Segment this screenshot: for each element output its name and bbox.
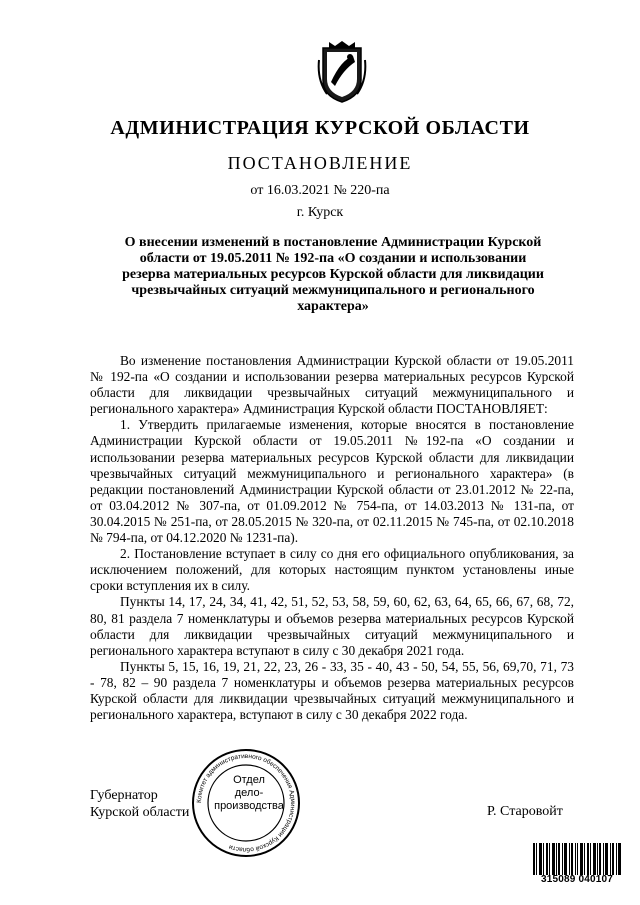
- stamp-line1: Отдел: [233, 774, 265, 786]
- stamp-line3: производства: [214, 800, 284, 812]
- body-paragraph-1: 1. Утвердить прилагаемые изменения, которые вносятся в постановление Администрации Курской области от 19.05.2011 №192-па «О создании и использовании резерва материальных ресурсов Курской области для ликвидации чрезвычайных ситуаций межмуниципального и регионального характера» (в редакции постановлений Администрации Курской области от 23.01.2012 № 22-па, от 03.04.2012 № 307-па, от 01.09.2012 № 754-па, от 14.03.2013 № 131-па, от 30.04.2015 № 251-па, от 28.05.2015 № 320-па, от 02.11.2015 № 745-па, от 02.10.2018 № 794-па, от 04.12.2020 № 1231-па).: [90, 417, 574, 546]
- document-date-number: от 16.03.2021 № 220-па: [250, 183, 390, 198]
- body-paragraph-2: 2. Постановление вступает в силу со дня его официального опубликования, за исключением положений, для которых настоящим пунктом установлены иные сроки вступления их в силу.: [90, 546, 574, 594]
- signatory-position: [90, 787, 189, 821]
- signatory-position-line2: Курской области: [90, 805, 190, 820]
- document-body: [90, 353, 574, 723]
- organization-title: АДМИНИСТРАЦИЯ КУРСКОЙ ОБЛАСТИ: [110, 117, 530, 139]
- stamp-ring-text: Комитет административного обеспечения Администрации Курской области: [195, 752, 297, 854]
- body-paragraph-intro: Во изменение постановления Администрации Курской области от 19.05.2011 № 192-па «О создании и использовании резерва материальных ресурсов Курской области для ликвидации чрезвычайных ситуаций межмуниципального и регионального характера» Администрация Курской области ПОСТАНОВЛЯЕТ:: [90, 353, 574, 417]
- stamp-line2: дело-: [234, 787, 264, 799]
- city: г. Курск: [296, 205, 344, 220]
- barcode: [533, 843, 621, 875]
- signatory-name: Р. Старовойт: [487, 804, 563, 819]
- signatory-position-line1: Губернатор: [90, 788, 158, 803]
- document-subject: О внесении изменений в постановление Администрации Курской области от 19.05.2011 № 192-па «О создании и использовании резерва материальных ресурсов Курской области для ликвидации чрезвычайных ситуаций межмуниципального и регионального характера»: [122, 235, 544, 314]
- stamp-center-text: [214, 774, 284, 813]
- document-type: ПОСТАНОВЛЕНИЕ: [227, 153, 413, 173]
- coat-of-arms-icon: [317, 40, 367, 104]
- body-paragraph-2-items-2021: Пункты 14, 17, 24, 34, 41, 42, 51, 52, 53, 58, 59, 60, 62, 63, 64, 65, 66, 67, 68, 72, 80, 81 раздела 7 номенклатуры и объемов резерва материальных ресурсов Курской области для ликвидации чрезвычайных ситуаций межмуниципального и регионального характера вступают в силу с 30 декабря 2021 года.: [90, 594, 574, 658]
- barcode-number: 315089 040107: [540, 874, 614, 885]
- body-paragraph-2-items-2022: Пункты 5, 15, 16, 19, 21, 22, 23, 26 - 33, 35 - 40, 43 - 50, 54, 55, 56, 69,70, 71, 73 - 78, 82 – 90 раздела 7 номенклатуры и объемов резерва материальных ресурсов Курской области для ликвидации чрезвычайных ситуаций межмуниципального и регионального характера, вступают в силу с 30 декабря 2022 года.: [90, 658, 574, 723]
